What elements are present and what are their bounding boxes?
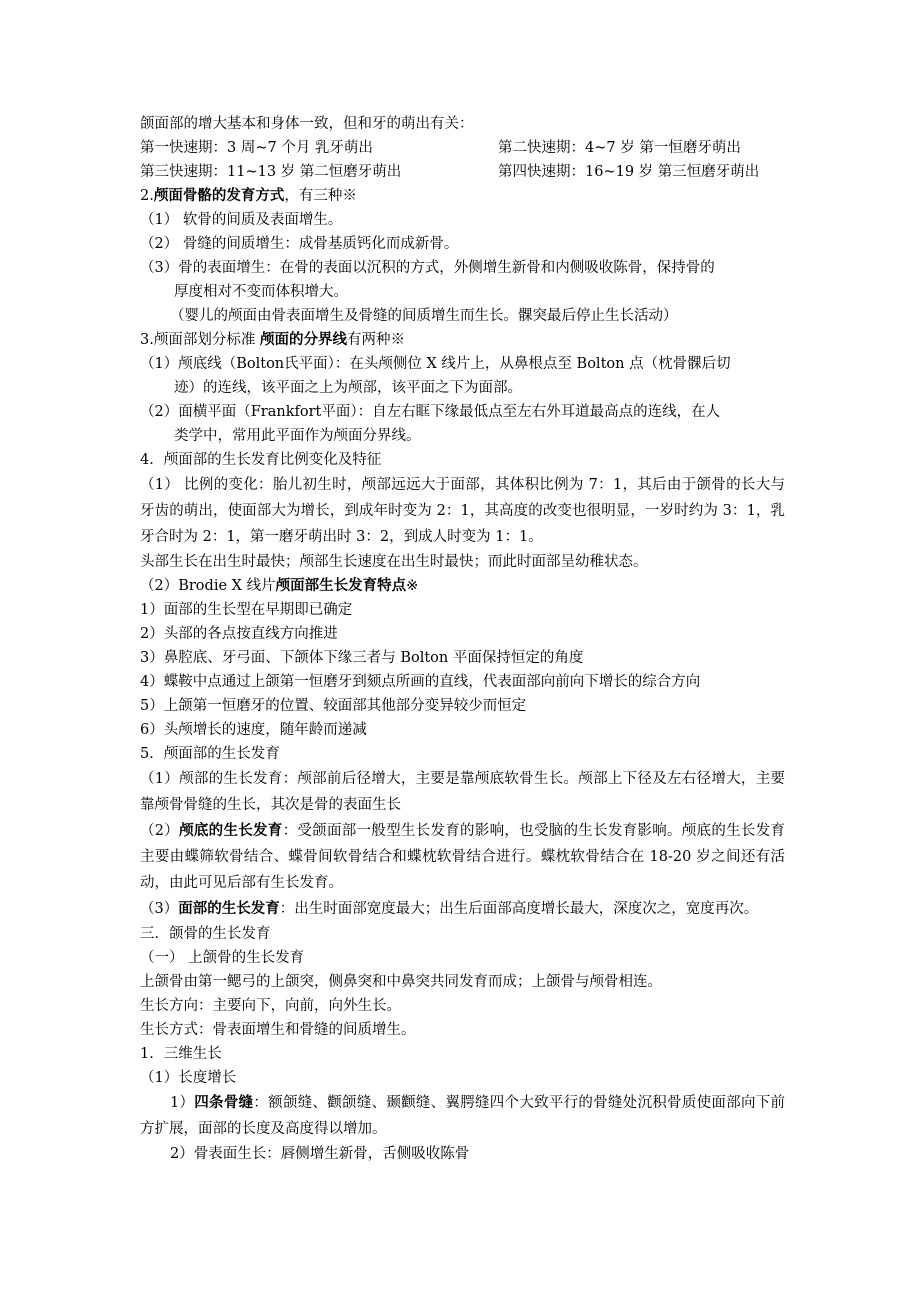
- subsection-heading: （1）长度增长: [140, 1070, 237, 1086]
- paragraph: （3）面部的生长发育：出生时面部宽度最大；出生后面部高度增长最大，深度次之，宽度再次。: [140, 900, 759, 917]
- growth-period-row: [140, 136, 785, 160]
- text-line: 生长方式：骨表面增生和骨缝的间质增生。: [140, 1022, 416, 1038]
- list-item: 4）蝶鞍中点通过上颌第一恒磨牙到颏点所画的直线，代表面部向前向下增长的综合方向: [140, 674, 701, 690]
- list-item: （1） 软骨的间质及表面增生。: [140, 212, 343, 228]
- list-item-continuation: 迹）的连线，该平面之上为颅部，该平面之下为面部。: [174, 380, 522, 396]
- list-item-continuation: 类学中，常用此平面作为颅面分界线。: [174, 428, 421, 444]
- subsection-heading: （2）Brodie X 线片颅面部生长发育特点※: [140, 577, 419, 594]
- list-item: 6）头颅增长的速度，随年龄而递减: [140, 722, 367, 738]
- list-item: 5）上颌第一恒磨牙的位置、较面部其他部分变异较少而恒定: [140, 698, 527, 714]
- list-item: （1）颅底线（Bolton氏平面）：在头颅侧位 X 线片上，从鼻根点至 Bolton 点（枕骨髁后切: [140, 356, 731, 372]
- paragraph: （2）颅底的生长发育：受颌面部一般型生长发育的影响，也受脑的生长发育影响。颅底的生长发育主要由蝶筛软骨结合、蝶骨间软骨结合和蝶枕软骨结合进行。蝶枕软骨结合在 18-20 岁之间还有活动，由此可见后部有生长发育。: [140, 822, 786, 891]
- growth-period-2: 第二快速期：4~7 岁 第一恒磨牙萌出: [498, 140, 741, 156]
- list-item: 2）头部的各点按直线方向推进: [140, 626, 338, 642]
- list-item: 2）骨表面生长：唇侧增生新骨，舌侧吸收陈骨: [170, 1146, 470, 1162]
- section-heading: 3.颅面部划分标准 颅面的分界线有两种※: [140, 331, 405, 348]
- document-page: [140, 112, 785, 1166]
- list-item: （2） 骨缝的间质增生：成骨基质钙化而成新骨。: [140, 236, 459, 252]
- list-item: （3）骨的表面增生：在骨的表面以沉积的方式，外侧增生新骨和内侧吸收陈骨，保持骨的: [140, 260, 715, 276]
- text-line: 颌面部的增大基本和身体一致，但和牙的萌出有关：: [140, 116, 474, 132]
- section-heading: 4．颅面部的生长发育比例变化及特征: [140, 452, 382, 468]
- text-line: 生长方向：主要向下，向前，向外生长。: [140, 998, 401, 1014]
- list-item: （2）面横平面（Frankfort平面）：自左右眶下缘最低点至左右外耳道最高点的连线，在人: [140, 404, 721, 420]
- growth-period-row: [140, 160, 785, 184]
- note-line: （婴儿的颅面由骨表面增生及骨缝的间质增生而生长。髁突最后停止生长活动）: [170, 308, 678, 324]
- section-heading: 三．颌骨的生长发育: [140, 926, 271, 942]
- section-heading: 5．颅面部的生长发育: [140, 746, 280, 762]
- list-item: 3）鼻腔底、牙弓面、下颌体下缘三者与 Bolton 平面保持恒定的角度: [140, 650, 584, 666]
- growth-period-4: 第四快速期：16~19 岁 第三恒磨牙萌出: [498, 164, 760, 180]
- paragraph: 1）四条骨缝：额颌缝、颧颌缝、颞颧缝、翼腭缝四个大致平行的骨缝处沉积骨质使面部向下前方扩展，面部的长度及高度得以增加。: [140, 1094, 786, 1137]
- list-item: 1）面部的生长型在早期即已确定: [140, 602, 353, 618]
- paragraph: （1） 比例的变化：胎儿初生时，颅部远远大于面部，其体积比例为 7：1，其后由于颌骨的长大与牙齿的萌出，使面部大为增长，到成年时变为 2：1，其高度的改变也很明显，一岁时约为 3：1，乳牙合时为 2：1，第一磨牙萌出时 3：2，到成人时变为 1：1。: [140, 477, 785, 545]
- section-heading: 1．三维生长: [140, 1046, 222, 1062]
- text-line: 上颌骨由第一鳃弓的上颌突，侧鼻突和中鼻突共同发育而成；上颌骨与颅骨相连。: [140, 974, 662, 990]
- list-item-continuation: 厚度相对不变而体积增大。: [174, 284, 348, 300]
- section-heading: 2.颅面骨骼的发育方式，有三种※: [140, 187, 357, 204]
- growth-period-3: 第三快速期：11~13 岁 第二恒磨牙萌出: [140, 164, 402, 180]
- growth-period-1: 第一快速期：3 周~7 个月 乳牙萌出: [140, 140, 373, 156]
- paragraph: （1）颅部的生长发育：颅部前后径增大，主要是靠颅底软骨生长。颅部上下径及左右径增大，主要靠颅骨骨缝的生长，其次是骨的表面生长: [140, 771, 785, 813]
- subsection-heading: （一） 上颌骨的生长发育: [140, 950, 305, 966]
- text-line: 头部生长在出生时最快；颅部生长速度在出生时最快；而此时面部呈幼稚状态。: [140, 554, 648, 570]
